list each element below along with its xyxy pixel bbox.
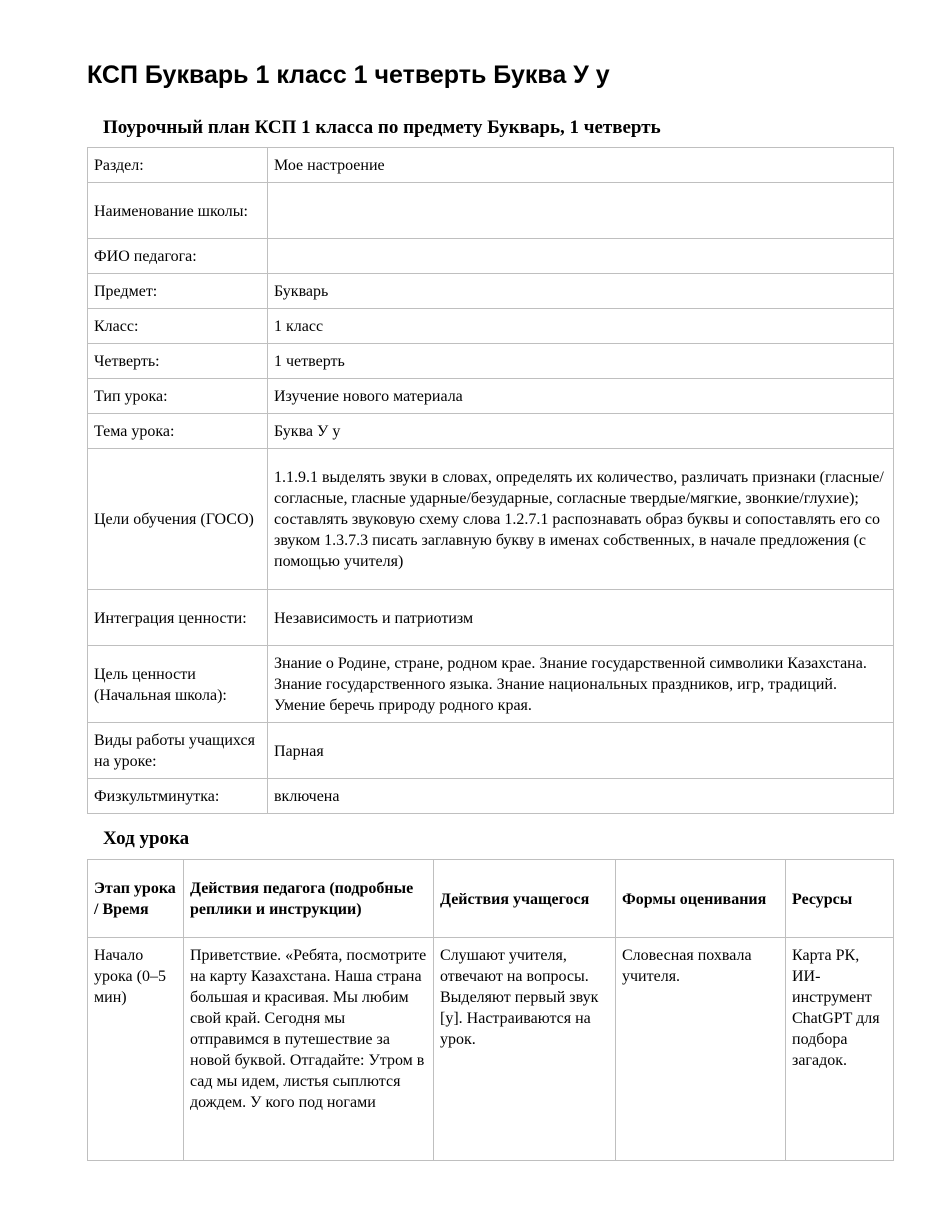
info-value: Независимость и патриотизм bbox=[268, 590, 894, 646]
info-label: Наименование школы: bbox=[88, 183, 268, 239]
info-label: Физкультминутка: bbox=[88, 779, 268, 814]
info-value: включена bbox=[268, 779, 894, 814]
lesson-header-row bbox=[88, 860, 894, 938]
cell-stage bbox=[88, 938, 184, 1161]
info-label: Интеграция ценности: bbox=[88, 590, 268, 646]
info-value bbox=[268, 183, 894, 239]
info-row-teacher bbox=[88, 239, 894, 274]
info-label: Цели обучения (ГОСО) bbox=[88, 449, 268, 590]
cell-resources bbox=[786, 938, 894, 1161]
info-row-subject bbox=[88, 274, 894, 309]
info-row-topic bbox=[88, 414, 894, 449]
cell-teacher-actions bbox=[184, 938, 434, 1161]
lesson-row bbox=[88, 938, 894, 1161]
header-assessment: Формы оценивания bbox=[616, 860, 786, 938]
stage-text: Начало урока (0–5 мин) bbox=[94, 947, 166, 1006]
info-value: Букварь bbox=[268, 274, 894, 309]
info-row-value-goal bbox=[88, 646, 894, 723]
info-value: Мое настроение bbox=[268, 148, 894, 183]
info-label: Тема урока: bbox=[88, 414, 268, 449]
resources-text: Карта РК, ИИ-инструмент ChatGPT для подбора загадок. bbox=[792, 947, 880, 1069]
header-stage: Этап урока / Время bbox=[88, 860, 184, 938]
info-value: Буква У у bbox=[268, 414, 894, 449]
info-row-grade bbox=[88, 309, 894, 344]
teacher-actions-text: Приветствие. «Ребята, посмотрите на карту Казахстана. Наша страна большая и красивая. Мы любим свой край. Сегодня мы отправимся в путешествие за новой буквой. Отгадайте: Утром в сад мы идем, листья сыплются дождем. У кого под ногами bbox=[190, 947, 427, 1111]
document-title: КСП Букварь 1 класс 1 четверть Буква У у bbox=[87, 61, 610, 89]
lesson-info-table bbox=[87, 147, 894, 814]
info-row-school bbox=[88, 183, 894, 239]
info-row-exercise-break bbox=[88, 779, 894, 814]
info-label: Раздел: bbox=[88, 148, 268, 183]
info-value bbox=[268, 239, 894, 274]
info-row-lesson-type bbox=[88, 379, 894, 414]
lesson-progress-table bbox=[87, 859, 894, 1161]
plan-heading: Поурочный план КСП 1 класса по предмету Букварь, 1 четверть bbox=[103, 117, 661, 138]
header-teacher-actions: Действия педагога (подробные реплики и инструкции) bbox=[184, 860, 434, 938]
header-student-actions: Действия учащегося bbox=[434, 860, 616, 938]
info-label: Виды работы учащихся на уроке: bbox=[88, 723, 268, 779]
info-value: Знание о Родине, стране, родном крае. Знание государственной символики Казахстана. Знание государственного языка. Знание национальных праздников, игр, традиций. Умение беречь природу родного края. bbox=[268, 646, 894, 723]
info-value: 1 класс bbox=[268, 309, 894, 344]
info-row-section bbox=[88, 148, 894, 183]
info-label: Четверть: bbox=[88, 344, 268, 379]
info-value: 1 четверть bbox=[268, 344, 894, 379]
info-label: Тип урока: bbox=[88, 379, 268, 414]
info-label: ФИО педагога: bbox=[88, 239, 268, 274]
header-resources: Ресурсы bbox=[786, 860, 894, 938]
info-row-work-types bbox=[88, 723, 894, 779]
info-value: Изучение нового материала bbox=[268, 379, 894, 414]
info-row-values bbox=[88, 590, 894, 646]
lesson-progress-heading: Ход урока bbox=[103, 828, 190, 849]
info-row-quarter bbox=[88, 344, 894, 379]
info-value: 1.1.9.1 выделять звуки в словах, определять их количество, различать признаки (гласные/ согласные, гласные ударные/безударные, согласные твердые/мягкие, звонкие/глухие); составлять звуковую схему слова 1.2.7.1 распознавать образ буквы и сопоставлять его со звуком 1.3.7.3 писать заглавную букву в именах собственных, в начале предложения (с помощью учителя) bbox=[268, 449, 894, 590]
cell-student-actions bbox=[434, 938, 616, 1161]
info-value: Парная bbox=[268, 723, 894, 779]
assessment-text: Словесная похвала учителя. bbox=[622, 947, 752, 985]
cell-assessment bbox=[616, 938, 786, 1161]
info-label: Класс: bbox=[88, 309, 268, 344]
info-label: Цель ценности (Начальная школа): bbox=[88, 646, 268, 723]
info-row-learning-goals bbox=[88, 449, 894, 590]
info-label: Предмет: bbox=[88, 274, 268, 309]
student-actions-text: Слушают учителя, отвечают на вопросы. Выделяют первый звук [у]. Настраиваются на урок. bbox=[440, 947, 599, 1048]
